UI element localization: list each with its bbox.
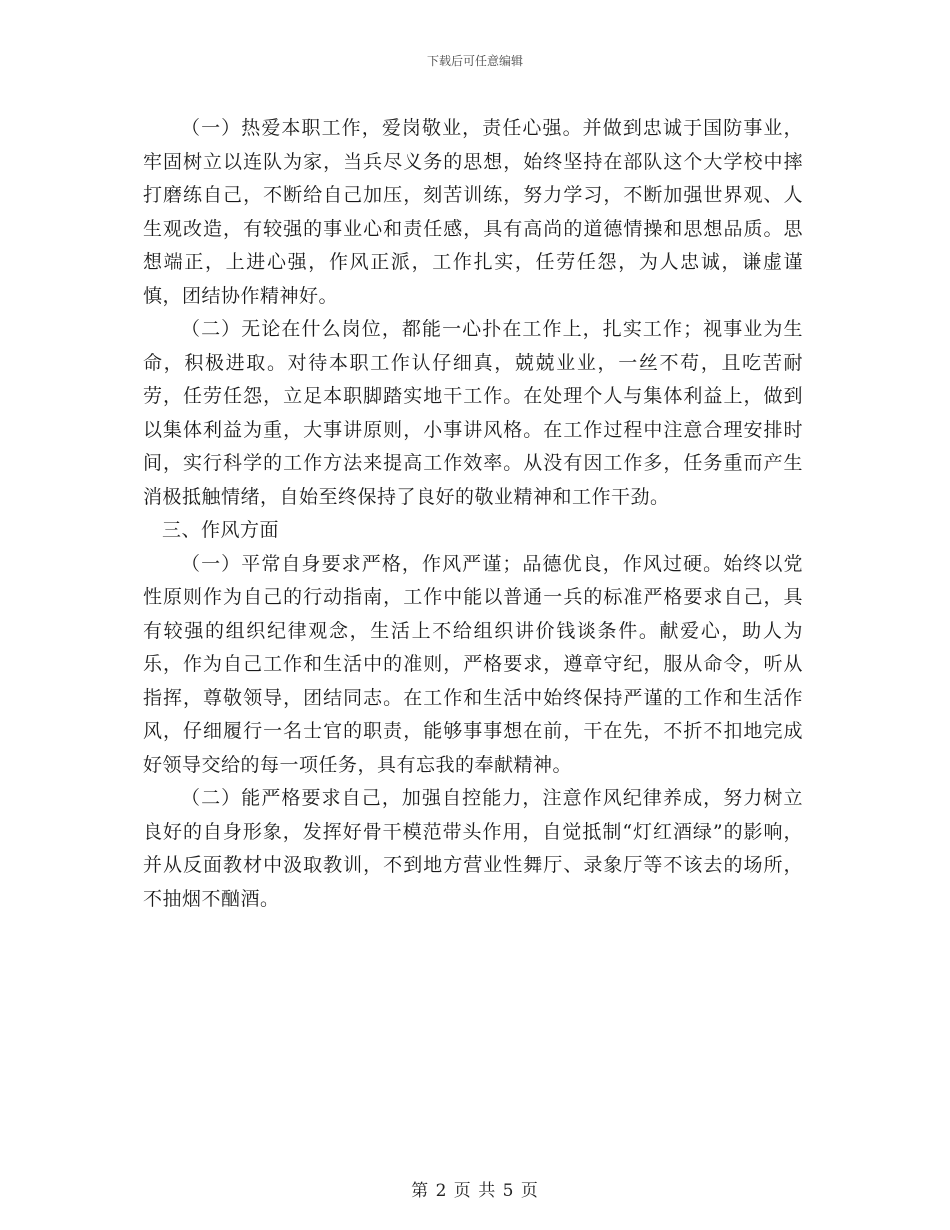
- page-footer: 第 2 页 共 5 页: [411, 1181, 539, 1201]
- paragraph-2: （二）无论在什么岗位，都能一心扑在工作上，扎实工作；视事业为生命，积极进取。对待本职工作认仔细真，兢兢业业，一丝不苟，且吃苦耐劳，任劳任怨，立足本职脚踏实地干工作。在处理个人与集体利益上，做到以集体利益为重，大事讲原则，小事讲风格。在工作过程中注意合理安排时间，实行科学的工作方法来提高工作效率。从没有因工作多，任务重而产生消极抵触情绪，自始至终保持了良好的敬业精神和工作干劲。: [143, 318, 803, 508]
- page-header: 下载后可任意编辑: [426, 54, 523, 68]
- paragraph-3: （一）平常自身要求严格，作风严谨；品德优良，作风过硬。始终以党性原则作为自己的行动指南，工作中能以普通一兵的标准严格要求自己，具有较强的组织纪律观念，生活上不给组织讲价钱谈条件。献爱心，助人为乐，作为自己工作和生活中的准则，严格要求，遵章守纪，服从命令，听从指挥，尊敬领导，团结同志。在工作和生活中始终保持严谨的工作和生活作风，仔细履行一名士官的职责，能够事事想在前，干在先，不折不扣地完成好领导交给的每一项任务，具有忘我的奉献精神。: [143, 552, 803, 776]
- section-heading: 三、作风方面: [162, 519, 280, 541]
- document-body: [143, 112, 803, 916]
- paragraph-1: （一）热爱本职工作，爱岗敬业，责任心强。并做到忠诚于国防事业，牢固树立以连队为家，当兵尽义务的思想，始终坚持在部队这个大学校中摔打磨练自己，不断给自己加压，刻苦训练，努力学习，不断加强世界观、人生观改造，有较强的事业心和责任感，具有高尚的道德情操和思想品质。思想端正，上进心强，作风正派，工作扎实，任劳任怨，为人忠诚，谦虚谨慎，团结协作精神好。: [143, 117, 803, 307]
- paragraph-4: （二）能严格要求自己，加强自控能力，注意作风纪律养成，努力树立良好的自身形象，发挥好骨干模范带头作用，自觉抵制“灯红酒绿”的影响，并从反面教材中汲取教训，不到地方营业性舞厅、录象厅等不该去的场所，不抽烟不酗酒。: [143, 787, 803, 910]
